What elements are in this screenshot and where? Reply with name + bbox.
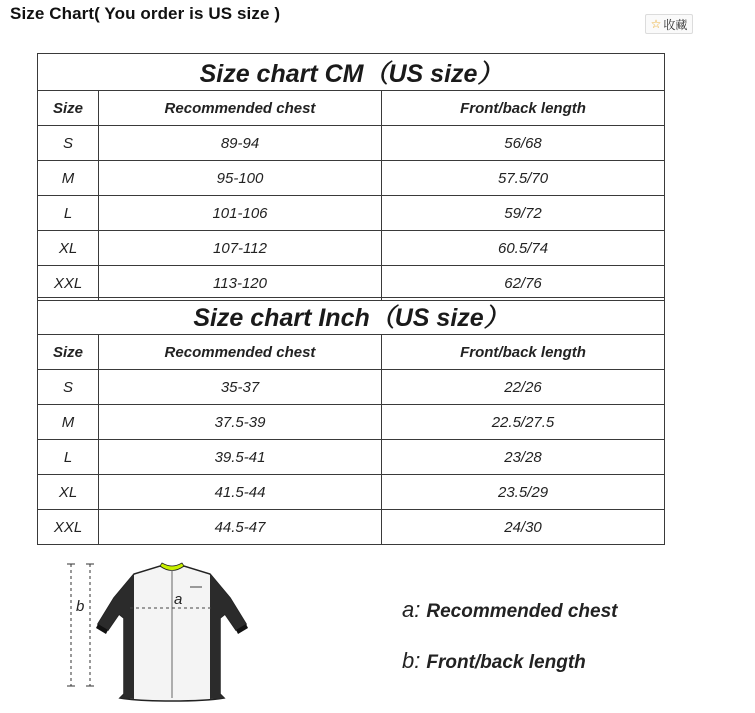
table-title: Size chart Inch（US size） <box>38 298 665 335</box>
table-row <box>38 161 665 196</box>
page-title: Size Chart( You order is US size ) <box>10 4 281 23</box>
jersey-illustration <box>60 558 260 703</box>
table-row <box>38 370 665 405</box>
legend-text-b: Front/back length <box>426 652 586 673</box>
length-cell: 60.5/74 <box>382 231 665 266</box>
size-cell: S <box>38 126 99 161</box>
chest-cell: 113-120 <box>99 266 382 301</box>
size-cell: M <box>38 405 99 440</box>
length-cell: 56/68 <box>382 126 665 161</box>
legend-text-a: Recommended chest <box>426 601 618 622</box>
table-row <box>38 126 665 161</box>
legend-length <box>402 648 586 674</box>
label-a: a <box>174 591 183 608</box>
length-cell: 23.5/29 <box>382 475 665 510</box>
chest-cell: 95-100 <box>99 161 382 196</box>
size-chart-cm-table <box>37 53 665 301</box>
length-cell: 22.5/27.5 <box>382 405 665 440</box>
label-b: b <box>76 598 85 615</box>
column-header-length: Front/back length <box>382 335 665 370</box>
chest-cell: 39.5-41 <box>99 440 382 475</box>
table-row <box>38 196 665 231</box>
chest-cell: 35-37 <box>99 370 382 405</box>
size-cell: XXL <box>38 510 99 545</box>
favorite-label: 收藏 <box>663 17 688 32</box>
length-cell: 24/30 <box>382 510 665 545</box>
column-header-size: Size <box>38 335 99 370</box>
column-header-chest: Recommended chest <box>99 91 382 126</box>
size-chart-inch-table <box>37 297 665 545</box>
table-row <box>38 231 665 266</box>
table-row <box>38 440 665 475</box>
column-header-chest: Recommended chest <box>99 335 382 370</box>
star-icon: ☆ <box>650 17 662 31</box>
length-cell: 22/26 <box>382 370 665 405</box>
size-cell: L <box>38 196 99 231</box>
jersey-measurement-diagram <box>60 558 260 703</box>
length-cell: 57.5/70 <box>382 161 665 196</box>
chest-cell: 89-94 <box>99 126 382 161</box>
length-cell: 59/72 <box>382 196 665 231</box>
length-cell: 62/76 <box>382 266 665 301</box>
table-row <box>38 475 665 510</box>
table-row <box>38 266 665 301</box>
chest-cell: 101-106 <box>99 196 382 231</box>
chest-cell: 41.5-44 <box>99 475 382 510</box>
chest-cell: 37.5-39 <box>99 405 382 440</box>
legend-chest <box>402 597 617 623</box>
table-row <box>38 405 665 440</box>
column-header-length: Front/back length <box>382 91 665 126</box>
chest-cell: 107-112 <box>99 231 382 266</box>
legend-key-b: b: <box>402 648 421 673</box>
table-title: Size chart CM（US size） <box>38 54 665 91</box>
column-header-size: Size <box>38 91 99 126</box>
size-cell: XXL <box>38 266 99 301</box>
table-row <box>38 510 665 545</box>
legend-key-a: a: <box>402 597 421 622</box>
size-cell: M <box>38 161 99 196</box>
chest-cell: 44.5-47 <box>99 510 382 545</box>
size-cell: XL <box>38 475 99 510</box>
size-cell: S <box>38 370 99 405</box>
size-cell: L <box>38 440 99 475</box>
favorite-button[interactable] <box>645 14 693 34</box>
length-cell: 23/28 <box>382 440 665 475</box>
size-cell: XL <box>38 231 99 266</box>
